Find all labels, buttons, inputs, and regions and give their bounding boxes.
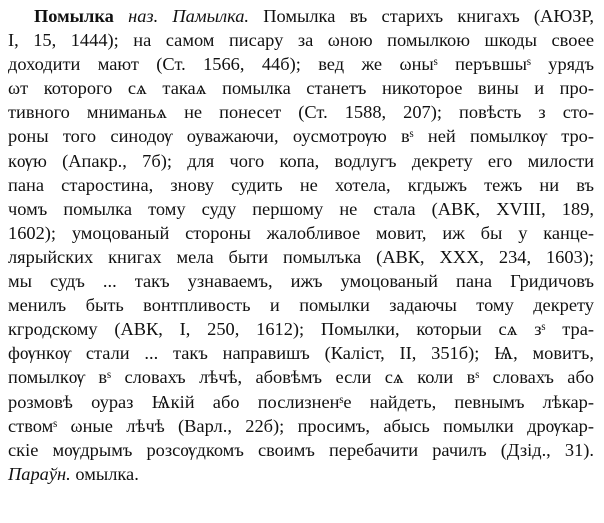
citation-line: лярыйских книгах мела быти помылъка (АВК, XXX, 234, 1603); [8, 246, 594, 267]
citation-line: 1602); умоцованый стороны жалобливое мовит, иж бы у канце- [8, 222, 594, 243]
citation-line: кгродскому (АВК, I, 250, 1612); Помылки, которыи сѧ зˢ тра- [8, 319, 594, 340]
citation-line: чомъ помылка тому суду першому не стала (АВК, XVIII, 189, [8, 198, 594, 219]
citation-text: Помылка въ старихъ книгахъ (АЮЗР, [263, 6, 594, 26]
entry-line-1 [8, 4, 594, 28]
citation-line: фѹнкѹ стали ... такъ направишъ (Калiст, II, 351б); Ѩ, мовитъ, [8, 343, 594, 364]
headword: Помылка [34, 6, 114, 26]
citation-line: I, 15, 1444); на самом писару за ωною помылкою шкоды своее [8, 30, 594, 51]
citation-line: кѹю (Апакр., 7б); для чого копа, водлугъ декрету его милости [8, 150, 594, 171]
citation-line: доходити мают (Ст. 1566, 44б); вед же ωныˢ перъвшыˢ урядъ [8, 54, 594, 75]
part-of-speech-label: наз. [128, 6, 159, 26]
citation-line: розмовѣ оураз Ѩкiй або послизненˢе найдеть, певнымъ лѣкар- [8, 391, 594, 412]
citation-line: ωт которого сѧ такаѧ помылка станетъ никоторое вины и про- [8, 78, 594, 99]
cross-reference-line [8, 462, 594, 486]
citation-line: тивного мниманьѧ не понесет (Ст. 1588, 207); повѣсть з сто- [8, 102, 594, 123]
cross-reference-label: Параўн. [8, 463, 71, 484]
citation-line: мы судъ ... такъ узнаваемъ, ижъ умоцованый пана Гридичовъ [8, 271, 594, 292]
belarusian-equivalent: Памылка. [172, 6, 250, 26]
citation-line: ствомˢ ωные лѣчѣ (Варл., 22б); просимъ, абысь помылки дрѹкар- [8, 415, 594, 436]
citation-line: скiе мѹдрымъ розсѹдкомъ своимъ перебачити рачилъ (Дзiд., 31). [8, 439, 594, 460]
citation-line: помылкѹ вˢ словахъ лѣчѣ, абовѣмъ если сѧ коли вˢ словахъ або [8, 367, 594, 388]
cross-reference-word: омылка. [75, 463, 139, 484]
citation-line: пана старостина, знову судить не хотела, кгдыжъ тежъ ни въ [8, 174, 594, 195]
citation-line: менилъ быть вонтпливость и помылки задаючы тому декрету [8, 295, 594, 316]
citation-line: роны того синодѹ оуважаючи, оусмотрѹю вˢ ней помылкѹ тро- [8, 126, 594, 147]
